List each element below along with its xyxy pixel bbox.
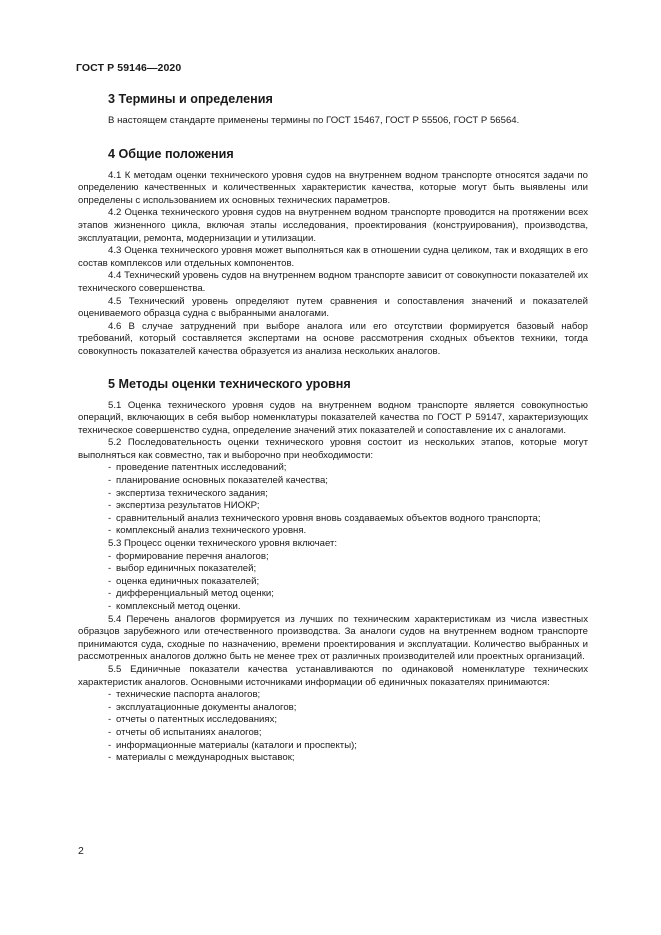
list-item: - выбор единичных показателей;	[108, 563, 588, 576]
list-5-2	[78, 462, 588, 538]
list-item: - комплексный анализ технического уровня.	[108, 525, 588, 538]
paragraph-5-1: 5.1 Оценка технического уровня судов на внутреннем водном транспорте является совокупностью операций, включающих в себя выбор номенклатуры показателей качества по ГОСТ Р 59147, характеризующих техническое совершенство судна, определение значений этих показателей и сопоставление их с аналогами.	[78, 399, 588, 436]
list-item: - оценка единичных показателей;	[108, 576, 588, 589]
list-item: - отчеты об испытаниях аналогов;	[108, 727, 588, 740]
standard-code-header: ГОСТ Р 59146—2020	[76, 62, 182, 74]
paragraph-4-3: 4.3 Оценка технического уровня может выполняться как в отношении судна целиком, так и входящих в его состав комплексов или отдельных компонентов.	[78, 245, 588, 269]
list-item: - проведение патентных исследований;	[108, 462, 588, 475]
section-4-body	[78, 170, 588, 359]
section-5-body	[78, 400, 588, 765]
document-body	[78, 91, 588, 765]
paragraph-5-2: 5.2 Последовательность оценки технического уровня состоит из нескольких этапов, которые могут выполняться как совместно, так и выборочно при необходимости:	[78, 437, 588, 461]
list-5-3	[78, 551, 588, 614]
list-item: - эксплуатационные документы аналогов;	[108, 702, 588, 715]
list-item: - сравнительный анализ технического уровня вновь создаваемых объектов водного транспорта;	[108, 513, 588, 526]
list-item: - экспертиза технического задания;	[108, 488, 588, 501]
section-4-title: 4 Общие положения	[108, 146, 234, 161]
list-item: - отчеты о патентных исследованиях;	[108, 714, 588, 727]
paragraph-4-6: 4.6 В случае затруднений при выборе аналога или его отсутствии формируется базовый набор требований, который составляется экспертами на основе рассмотрения сходных объектов техники, тогда совокупность показателей качества образуется из анализа нескольких аналогов.	[78, 320, 588, 357]
paragraph-4-1: 4.1 К методам оценки технического уровня судов на внутреннем водном транспорте относятся задачи по определению качественных и количественных характеристик качества, которые могут быть выявлены или определены с использованием их основных технических параметров.	[78, 169, 588, 206]
list-item: - формирование перечня аналогов;	[108, 551, 588, 564]
section-3-text: В настоящем стандарте применены термины по ГОСТ 15467, ГОСТ Р 55506, ГОСТ Р 56564.	[108, 115, 520, 126]
list-item: - информационные материалы (каталоги и проспекты);	[108, 740, 588, 753]
list-item: - технические паспорта аналогов;	[108, 689, 588, 702]
list-5-5	[78, 689, 588, 765]
list-item: - экспертиза результатов НИОКР;	[108, 500, 588, 513]
section-3-title: 3 Термины и определения	[108, 92, 273, 106]
paragraph-5-5: 5.5 Единичные показатели качества устанавливаются по одинаковой номенклатуре технических характеристик аналогов. Основными источниками информации об единичных показателях принимаются:	[78, 663, 588, 688]
list-item: - комплексный метод оценки.	[108, 601, 588, 614]
list-item: - планирование основных показателей качества;	[108, 475, 588, 488]
paragraph-5-3: 5.3 Процесс оценки технического уровня включает:	[108, 538, 338, 550]
page-number: 2	[78, 845, 84, 857]
paragraph-4-5: 4.5 Технический уровень определяют путем сравнения и сопоставления значений и показателей оцениваемого образца судна с выбранными аналогами.	[78, 295, 588, 320]
paragraph-4-4: 4.4 Технический уровень судов на внутреннем водном транспорте зависит от совокупности показателей их технического совершенства.	[78, 270, 588, 294]
paragraph-4-2: 4.2 Оценка технического уровня судов на внутреннем водном транспорте проводится на протяжении всех этапов жизненного цикла, включая этапы исследования, проектирования (конструирования), производства, эксплуатации, ремонта, модернизации и утилизации.	[78, 207, 588, 244]
list-item: - материалы с международных выставок;	[108, 752, 588, 765]
paragraph-5-4: 5.4 Перечень аналогов формируется из лучших по техническим характеристикам из числа известных образцов зарубежного или отечественного производства. За аналоги судов на внутреннем водном транспорте принимаются суда, сходные по назначению, времени проектирования и эксплуатации. Количество выбранных и рассмотренных аналогов должно быть не менее трех от различных производителей или проектных организаций.	[78, 613, 588, 663]
section-5-title: 5 Методы оценки технического уровня	[108, 376, 351, 391]
list-item: - дифференциальный метод оценки;	[108, 588, 588, 601]
